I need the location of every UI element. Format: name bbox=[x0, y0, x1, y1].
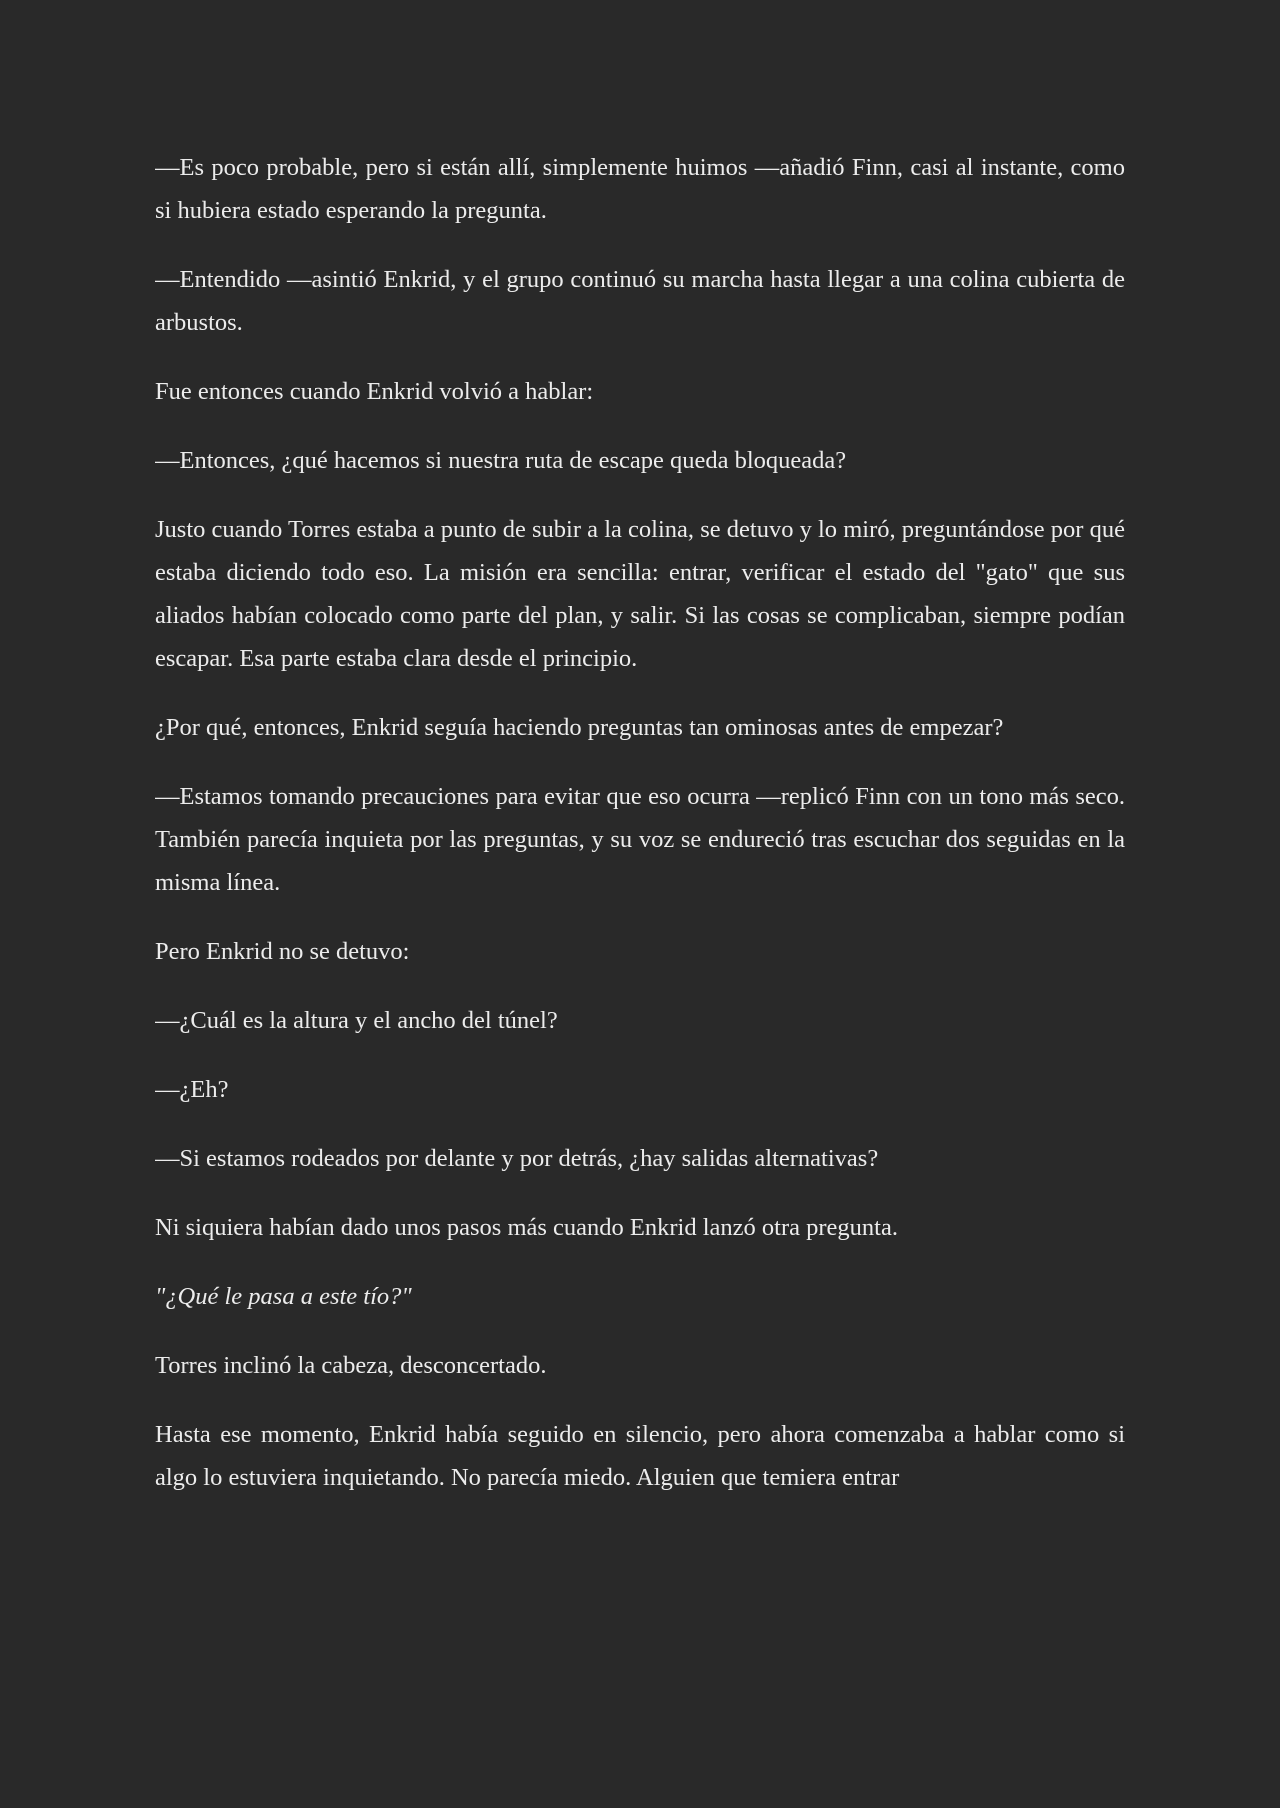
paragraph-8: Pero Enkrid no se detuvo: bbox=[155, 938, 410, 965]
paragraph-thought: "¿Qué le pasa a este tío?" bbox=[155, 1283, 412, 1310]
paragraph-15: Hasta ese momento, Enkrid había seguido en silencio, pero ahora comenzaba a hablar como si algo lo estuviera inquietando. No parecía miedo. Alguien que temiera entrar bbox=[155, 1421, 1125, 1491]
paragraph-2: —Entendido —asintió Enkrid, y el grupo continuó su marcha hasta llegar a una colina cubierta de arbustos. bbox=[155, 266, 1125, 336]
paragraph-9: —¿Cuál es la altura y el ancho del túnel? bbox=[155, 1007, 558, 1034]
paragraph-10: —¿Eh? bbox=[155, 1076, 229, 1103]
paragraph-14: Torres inclinó la cabeza, desconcertado. bbox=[155, 1352, 547, 1379]
paragraph-7: —Estamos tomando precauciones para evitar que eso ocurra —replicó Finn con un tono más seco. También parecía inquieta por las preguntas, y su voz se endureció tras escuchar dos seguidas en la misma línea. bbox=[155, 783, 1125, 896]
paragraph-1: —Es poco probable, pero si están allí, simplemente huimos —añadió Finn, casi al instante, como si hubiera estado esperando la pregunta. bbox=[155, 154, 1125, 224]
paragraph-11: —Si estamos rodeados por delante y por detrás, ¿hay salidas alternativas? bbox=[155, 1145, 879, 1172]
paragraph-6: ¿Por qué, entonces, Enkrid seguía haciendo preguntas tan ominosas antes de empezar? bbox=[155, 714, 1004, 741]
paragraph-5: Justo cuando Torres estaba a punto de subir a la colina, se detuvo y lo miró, preguntándose por qué estaba diciendo todo eso. La misión era sencilla: entrar, verificar el estado del "gato" que sus aliados habían colocado como parte del plan, y salir. Si las cosas se complicaban, siempre podían escapar. Esa parte estaba clara desde el principio. bbox=[155, 516, 1125, 672]
paragraph-3: Fue entonces cuando Enkrid volvió a hablar: bbox=[155, 378, 594, 405]
paragraph-12: Ni siquiera habían dado unos pasos más cuando Enkrid lanzó otra pregunta. bbox=[155, 1214, 898, 1241]
paragraph-4: —Entonces, ¿qué hacemos si nuestra ruta de escape queda bloqueada? bbox=[155, 447, 847, 474]
reader-page bbox=[155, 146, 1125, 1706]
